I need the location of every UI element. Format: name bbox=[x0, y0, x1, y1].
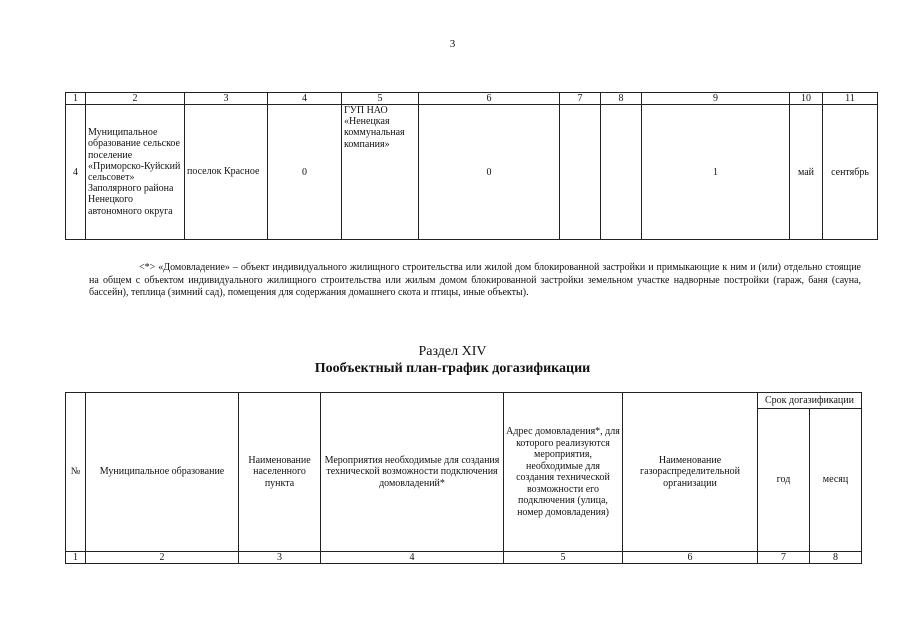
row-number: 4 bbox=[66, 105, 86, 240]
header-deadline: Срок догазификации bbox=[758, 393, 862, 409]
header-row bbox=[66, 393, 862, 409]
value-cell bbox=[560, 105, 601, 240]
section-subtitle: Пообъектный план-график догазификации bbox=[314, 361, 591, 376]
value-cell bbox=[601, 105, 642, 240]
end-month-cell: сентябрь bbox=[823, 105, 878, 240]
value-cell: 0 bbox=[268, 105, 342, 240]
col-number: 5 bbox=[342, 93, 419, 105]
value-cell: 1 bbox=[642, 105, 790, 240]
col-number: 3 bbox=[239, 552, 321, 564]
header-gas-distribution-org: Наименование газораспределительной организации bbox=[623, 393, 758, 552]
col-number: 5 bbox=[504, 552, 623, 564]
col-number: 8 bbox=[810, 552, 862, 564]
value-cell: 0 bbox=[419, 105, 560, 240]
gasification-table-continued bbox=[65, 92, 878, 240]
col-number: 11 bbox=[823, 93, 878, 105]
header-measures: Мероприятия необходимые для создания технической возможности подключения домовладений* bbox=[321, 393, 504, 552]
header-month: месяц bbox=[810, 409, 862, 552]
start-month-cell: май bbox=[790, 105, 823, 240]
gasification-schedule-table bbox=[65, 392, 862, 564]
settlement-cell: поселок Красное bbox=[185, 105, 268, 240]
municipality-cell: Муниципальное образование сельское поселение «Приморско-Куйский сельсовет» Заполярного района Ненецкого автономного округа bbox=[86, 105, 185, 240]
header-number: № bbox=[66, 393, 86, 552]
col-number: 2 bbox=[86, 552, 239, 564]
col-number: 4 bbox=[321, 552, 504, 564]
column-number-row bbox=[66, 93, 878, 105]
footnote-text: <*> «Домовладение» – объект индивидуального жилищного строительства или жилой дом блокированной застройки и примыкающие к ним и (или) отдельно стоящие на общем с объектом индивидуального жилищного строительства или жилым домом блокированной застройки земельном участке надворные постройки (гараж, баня (сауна, бассейн), теплица (зимний сад), помещения для содержания домашнего скота и птицы, иные объекты). bbox=[89, 262, 861, 298]
col-number: 6 bbox=[623, 552, 758, 564]
table-row bbox=[66, 105, 878, 240]
col-number: 7 bbox=[758, 552, 810, 564]
page-number: 3 bbox=[449, 38, 456, 50]
organization-cell: ГУП НАО «Ненецкая коммунальная компания» bbox=[342, 105, 419, 240]
header-address: Адрес домовладения*, для которого реализуются мероприятия, необходимые для создания технической возможности его подключения (улица, номер домовладения) bbox=[504, 393, 623, 552]
col-number: 1 bbox=[66, 93, 86, 105]
header-settlement: Наименование населенного пункта bbox=[239, 393, 321, 552]
col-number: 9 bbox=[642, 93, 790, 105]
col-number: 2 bbox=[86, 93, 185, 105]
section-title: Раздел XIV bbox=[418, 344, 487, 359]
col-number: 10 bbox=[790, 93, 823, 105]
col-number: 4 bbox=[268, 93, 342, 105]
column-number-row bbox=[66, 552, 862, 564]
col-number: 6 bbox=[419, 93, 560, 105]
footnote bbox=[89, 262, 861, 300]
col-number: 7 bbox=[560, 93, 601, 105]
header-municipality: Муниципальное образование bbox=[86, 393, 239, 552]
col-number: 1 bbox=[66, 552, 86, 564]
col-number: 8 bbox=[601, 93, 642, 105]
header-year: год bbox=[758, 409, 810, 552]
col-number: 3 bbox=[185, 93, 268, 105]
